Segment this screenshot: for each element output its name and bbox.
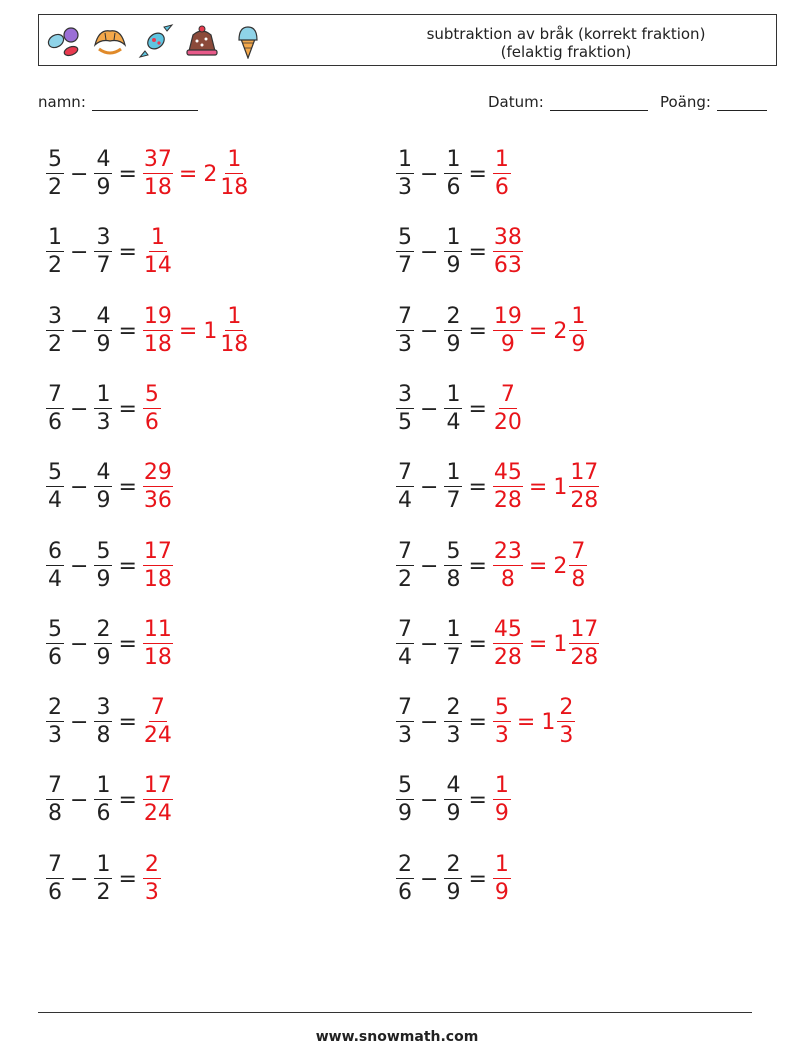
denominator: 8 <box>446 567 461 592</box>
fraction <box>444 854 462 904</box>
minus-sign: − <box>420 709 439 735</box>
fraction <box>94 462 112 512</box>
problem-item <box>46 769 173 831</box>
numerator: 7 <box>398 617 412 642</box>
denominator: 7 <box>446 488 461 513</box>
fraction <box>46 149 64 199</box>
numerator: 7 <box>571 539 586 564</box>
numerator: 1 <box>446 460 461 485</box>
numerator: 2 <box>398 852 412 877</box>
fraction <box>46 697 64 747</box>
fraction <box>444 541 462 591</box>
equals-sign: = <box>118 239 137 265</box>
minus-sign: − <box>70 474 89 500</box>
fraction <box>493 854 511 904</box>
numerator: 17 <box>143 539 172 564</box>
equals-sign: = <box>118 866 137 892</box>
fraction <box>143 541 173 591</box>
minus-sign: − <box>70 866 89 892</box>
numerator: 7 <box>398 539 412 564</box>
denominator: 24 <box>143 801 172 826</box>
header-icons <box>45 23 267 59</box>
fraction <box>46 775 64 825</box>
minus-sign: − <box>70 318 89 344</box>
numerator: 19 <box>493 304 522 329</box>
fraction <box>143 697 173 747</box>
denominator: 6 <box>48 880 62 905</box>
numerator: 1 <box>571 304 586 329</box>
equals-sign: = <box>118 631 137 657</box>
denominator: 9 <box>96 567 111 592</box>
denominator: 9 <box>446 253 461 278</box>
denominator: 3 <box>559 723 574 748</box>
fraction <box>396 854 414 904</box>
problem-item <box>46 535 173 597</box>
denominator: 28 <box>570 645 599 670</box>
fraction <box>444 227 462 277</box>
denominator: 9 <box>398 801 412 826</box>
denominator: 4 <box>48 488 62 513</box>
denominator: 9 <box>494 801 509 826</box>
denominator: 8 <box>96 723 111 748</box>
numerator: 2 <box>446 852 461 877</box>
fraction <box>444 619 462 669</box>
denominator: 18 <box>220 332 249 357</box>
minus-sign: − <box>70 239 89 265</box>
denominator: 6 <box>398 880 412 905</box>
fraction <box>493 384 523 434</box>
numerator: 5 <box>48 460 62 485</box>
denominator: 5 <box>398 410 412 435</box>
fraction <box>94 697 112 747</box>
problem-item <box>46 221 173 283</box>
denominator: 6 <box>144 410 159 435</box>
numerator: 2 <box>144 852 159 877</box>
numerator: 17 <box>143 773 172 798</box>
fraction <box>396 306 414 356</box>
denominator: 18 <box>143 567 172 592</box>
fraction <box>219 306 249 356</box>
equals-sign: = <box>468 553 487 579</box>
problem-item <box>396 300 587 362</box>
fraction <box>396 775 414 825</box>
fraction <box>444 462 462 512</box>
numerator: 1 <box>494 852 509 877</box>
fraction <box>396 227 414 277</box>
minus-sign: − <box>420 161 439 187</box>
numerator: 1 <box>494 147 509 172</box>
fraction <box>444 384 462 434</box>
name-line[interactable] <box>92 94 198 111</box>
denominator: 14 <box>143 253 172 278</box>
name-label: namn: <box>38 93 86 111</box>
date-line[interactable] <box>550 94 648 111</box>
numerator: 7 <box>48 852 62 877</box>
numerator: 7 <box>48 773 62 798</box>
minus-sign: − <box>70 631 89 657</box>
fraction <box>396 541 414 591</box>
minus-sign: − <box>420 396 439 422</box>
fraction <box>444 306 462 356</box>
denominator: 2 <box>48 332 62 357</box>
problem-item <box>396 613 599 675</box>
score-label: Poäng: <box>660 93 711 111</box>
numerator: 1 <box>48 225 62 250</box>
fraction <box>46 541 64 591</box>
fraction <box>569 541 587 591</box>
denominator: 9 <box>96 645 111 670</box>
fraction <box>46 306 64 356</box>
numerator: 3 <box>96 225 111 250</box>
numerator: 2 <box>48 695 62 720</box>
fraction <box>493 149 511 199</box>
cake-icon <box>183 23 221 59</box>
denominator: 4 <box>48 567 62 592</box>
title-line-2: (felaktig fraktion) <box>500 43 632 61</box>
minus-sign: − <box>420 239 439 265</box>
equals-sign: = <box>468 631 487 657</box>
equals-sign: = <box>516 709 536 735</box>
denominator: 6 <box>494 175 509 200</box>
denominator: 9 <box>500 332 515 357</box>
numerator: 2 <box>559 695 574 720</box>
numerator: 1 <box>446 617 461 642</box>
denominator: 3 <box>398 332 412 357</box>
denominator: 9 <box>96 332 111 357</box>
numerator: 6 <box>48 539 62 564</box>
numerator: 4 <box>96 147 111 172</box>
numerator: 3 <box>48 304 62 329</box>
denominator: 28 <box>493 488 522 513</box>
header-box <box>38 14 777 66</box>
numerator: 7 <box>398 304 412 329</box>
numerator: 23 <box>493 539 522 564</box>
minus-sign: − <box>420 553 439 579</box>
fraction <box>493 697 511 747</box>
fraction <box>46 619 64 669</box>
minus-sign: − <box>420 866 439 892</box>
mixed-whole: 2 <box>553 318 568 344</box>
mixed-whole: 1 <box>553 631 568 657</box>
equals-sign: = <box>468 787 487 813</box>
fraction <box>396 619 414 669</box>
fraction <box>444 149 462 199</box>
wrapped-candy-icon <box>137 23 175 59</box>
denominator: 8 <box>48 801 62 826</box>
equals-sign: = <box>468 866 487 892</box>
denominator: 9 <box>446 880 461 905</box>
numerator: 2 <box>96 617 111 642</box>
numerator: 3 <box>96 695 111 720</box>
numerator: 2 <box>446 695 461 720</box>
numerator: 1 <box>96 773 111 798</box>
problem-item <box>396 456 599 518</box>
ice-cream-icon <box>229 23 267 59</box>
numerator: 5 <box>494 695 509 720</box>
equals-sign: = <box>528 553 548 579</box>
equals-sign: = <box>118 396 137 422</box>
equals-sign: = <box>118 474 137 500</box>
minus-sign: − <box>420 318 439 344</box>
denominator: 3 <box>494 723 509 748</box>
equals-sign: = <box>468 318 487 344</box>
fraction <box>94 541 112 591</box>
fraction <box>46 854 64 904</box>
denominator: 9 <box>96 175 111 200</box>
numerator: 5 <box>48 147 62 172</box>
fraction <box>143 619 173 669</box>
problem-item <box>46 143 249 205</box>
numerator: 1 <box>494 773 509 798</box>
numerator: 17 <box>570 617 599 642</box>
fraction <box>94 619 112 669</box>
denominator: 24 <box>143 723 172 748</box>
minus-sign: − <box>420 474 439 500</box>
problem-item <box>46 378 161 440</box>
equals-sign: = <box>468 396 487 422</box>
equals-sign: = <box>118 318 137 344</box>
problem-item <box>396 769 511 831</box>
fraction <box>493 541 523 591</box>
minus-sign: − <box>70 787 89 813</box>
fraction <box>557 697 575 747</box>
name-field[interactable] <box>38 93 198 111</box>
denominator: 18 <box>143 175 172 200</box>
denominator: 4 <box>398 645 412 670</box>
numerator: 1 <box>227 304 242 329</box>
numerator: 3 <box>398 382 412 407</box>
numerator: 1 <box>446 147 461 172</box>
problem-item <box>396 691 575 753</box>
denominator: 4 <box>398 488 412 513</box>
denominator: 2 <box>398 567 412 592</box>
numerator: 1 <box>96 852 111 877</box>
fraction <box>143 306 173 356</box>
date-label: Datum: <box>488 93 544 111</box>
numerator: 4 <box>96 304 111 329</box>
equals-sign: = <box>118 709 137 735</box>
denominator: 3 <box>96 410 111 435</box>
numerator: 5 <box>446 539 461 564</box>
numerator: 19 <box>143 304 172 329</box>
numerator: 7 <box>398 695 412 720</box>
fraction <box>493 227 523 277</box>
footer-divider <box>38 1012 752 1013</box>
fraction <box>94 306 112 356</box>
numerator: 2 <box>446 304 461 329</box>
numerator: 5 <box>398 225 412 250</box>
equals-sign: = <box>528 631 548 657</box>
equals-sign: = <box>118 553 137 579</box>
numerator: 1 <box>446 382 461 407</box>
denominator: 7 <box>446 645 461 670</box>
numerator: 37 <box>143 147 172 172</box>
numerator: 5 <box>48 617 62 642</box>
fraction <box>94 149 112 199</box>
numerator: 7 <box>500 382 515 407</box>
numerator: 17 <box>570 460 599 485</box>
fraction <box>143 462 173 512</box>
numerator: 1 <box>398 147 412 172</box>
minus-sign: − <box>70 553 89 579</box>
problem-item <box>46 691 173 753</box>
minus-sign: − <box>420 631 439 657</box>
denominator: 7 <box>398 253 412 278</box>
equals-sign: = <box>468 239 487 265</box>
title-line-1: subtraktion av bråk (korrekt fraktion) <box>426 25 706 43</box>
fraction <box>219 149 249 199</box>
worksheet-title <box>396 25 736 61</box>
denominator: 18 <box>220 175 249 200</box>
numerator: 38 <box>493 225 522 250</box>
fraction <box>396 149 414 199</box>
date-field[interactable] <box>488 93 648 111</box>
equals-sign: = <box>468 161 487 187</box>
minus-sign: − <box>70 396 89 422</box>
denominator: 9 <box>494 880 509 905</box>
equals-sign: = <box>118 161 137 187</box>
fraction <box>396 384 414 434</box>
numerator: 1 <box>150 225 165 250</box>
croissant-icon <box>91 23 129 59</box>
mixed-whole: 1 <box>203 318 218 344</box>
fraction <box>493 775 511 825</box>
denominator: 9 <box>446 332 461 357</box>
equals-sign: = <box>178 318 198 344</box>
mixed-whole: 1 <box>541 709 556 735</box>
fraction <box>444 775 462 825</box>
denominator: 2 <box>96 880 111 905</box>
denominator: 28 <box>570 488 599 513</box>
numerator: 45 <box>493 617 522 642</box>
denominator: 9 <box>571 332 586 357</box>
numerator: 29 <box>143 460 172 485</box>
numerator: 1 <box>446 225 461 250</box>
numerator: 1 <box>227 147 242 172</box>
fraction <box>569 306 587 356</box>
problem-item <box>46 300 249 362</box>
equals-sign: = <box>118 787 137 813</box>
fraction <box>143 384 161 434</box>
minus-sign: − <box>70 709 89 735</box>
fraction <box>396 462 414 512</box>
denominator: 6 <box>446 175 461 200</box>
mixed-whole: 2 <box>203 161 218 187</box>
fraction <box>46 384 64 434</box>
denominator: 3 <box>398 175 412 200</box>
denominator: 6 <box>96 801 111 826</box>
fraction <box>143 854 161 904</box>
problem-item <box>396 535 587 597</box>
problem-item <box>396 848 511 910</box>
fraction <box>396 697 414 747</box>
fraction <box>46 462 64 512</box>
numerator: 7 <box>150 695 165 720</box>
fraction <box>444 697 462 747</box>
denominator: 9 <box>96 488 111 513</box>
fraction <box>143 227 173 277</box>
equals-sign: = <box>178 161 198 187</box>
problem-item <box>396 378 523 440</box>
fraction <box>94 227 112 277</box>
equals-sign: = <box>468 709 487 735</box>
mixed-whole: 1 <box>553 474 568 500</box>
denominator: 7 <box>96 253 111 278</box>
fraction <box>143 775 173 825</box>
denominator: 3 <box>446 723 461 748</box>
fraction <box>493 619 523 669</box>
denominator: 2 <box>48 175 62 200</box>
problem-item <box>46 848 161 910</box>
denominator: 63 <box>493 253 522 278</box>
problem-item <box>46 613 173 675</box>
denominator: 2 <box>48 253 62 278</box>
fraction <box>94 854 112 904</box>
equals-sign: = <box>468 474 487 500</box>
score-field[interactable] <box>660 93 767 111</box>
equals-sign: = <box>528 474 548 500</box>
problem-item <box>46 456 173 518</box>
problem-item <box>396 143 511 205</box>
fraction <box>143 149 173 199</box>
footer-url: www.snowmath.com <box>315 1029 479 1045</box>
numerator: 7 <box>48 382 62 407</box>
fraction <box>569 619 599 669</box>
minus-sign: − <box>70 161 89 187</box>
numerator: 5 <box>144 382 159 407</box>
candy-icon <box>45 23 83 59</box>
numerator: 7 <box>398 460 412 485</box>
numerator: 4 <box>96 460 111 485</box>
fraction <box>493 306 523 356</box>
numerator: 45 <box>493 460 522 485</box>
denominator: 4 <box>446 410 461 435</box>
numerator: 4 <box>446 773 461 798</box>
denominator: 18 <box>143 645 172 670</box>
minus-sign: − <box>420 787 439 813</box>
problem-item <box>396 221 523 283</box>
fraction <box>46 227 64 277</box>
denominator: 3 <box>48 723 62 748</box>
score-line[interactable] <box>717 94 767 111</box>
denominator: 18 <box>143 332 172 357</box>
denominator: 36 <box>143 488 172 513</box>
denominator: 20 <box>493 410 522 435</box>
fraction <box>569 462 599 512</box>
denominator: 3 <box>144 880 159 905</box>
denominator: 6 <box>48 410 62 435</box>
denominator: 8 <box>500 567 515 592</box>
numerator: 5 <box>96 539 111 564</box>
numerator: 1 <box>96 382 111 407</box>
denominator: 3 <box>398 723 412 748</box>
denominator: 28 <box>493 645 522 670</box>
fraction <box>94 775 112 825</box>
denominator: 6 <box>48 645 62 670</box>
fraction <box>493 462 523 512</box>
numerator: 5 <box>398 773 412 798</box>
fraction <box>94 384 112 434</box>
numerator: 11 <box>143 617 172 642</box>
denominator: 9 <box>446 801 461 826</box>
mixed-whole: 2 <box>553 553 568 579</box>
equals-sign: = <box>528 318 548 344</box>
denominator: 8 <box>571 567 586 592</box>
